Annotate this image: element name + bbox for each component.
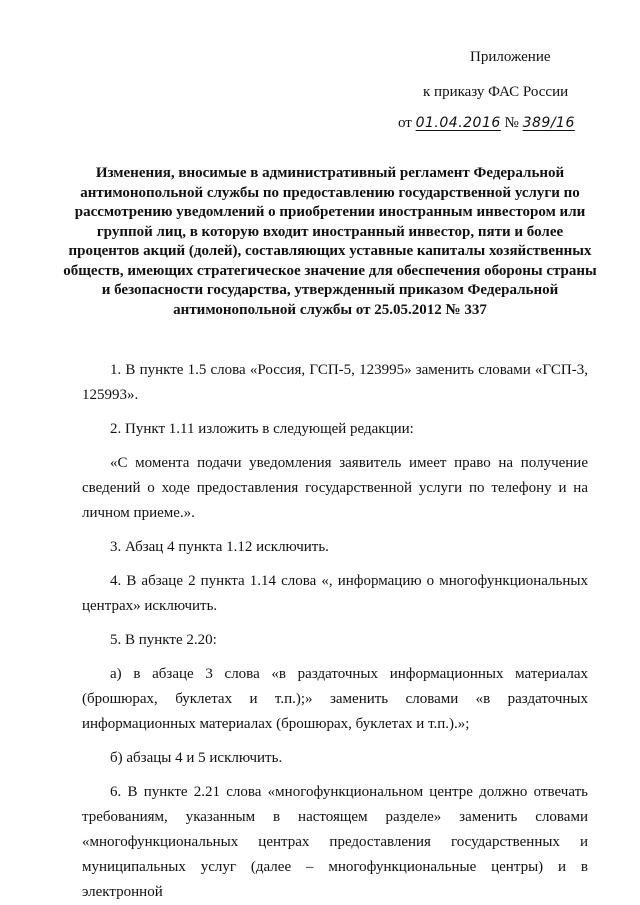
paragraph-9: 6. В пункте 2.21 слова «многофункциональном центре должно отвечать требованиям, указанным в настоящем разделе» заменить словами «многофункциональных центрах предоставления государственных и муниципальных услуг (далее – многофункциональные центры) и в электронной [82,784,588,900]
paragraph-2: 2. Пункт 1.11 изложить в следующей редакции: [110,421,414,437]
document-body [82,358,588,905]
paragraph-5: 4. В абзаце 2 пункта 1.14 слова «, информацию о многофункциональных центрах» исключить. [82,573,588,614]
paragraph-7: а) в абзаце 3 слова «в раздаточных информационных материалах (брошюрах, буклетах и т.п.);» заменить словами «в раздаточных информационных материалах (брошюрах, буклетах и т.п.).»; [82,666,588,732]
handwritten-date: 01.04.2016 [415,115,501,131]
appendix-label: Приложение [470,49,551,65]
paragraph-6: 5. В пункте 2.20: [110,632,217,648]
number-sign: № [504,115,519,131]
paragraph-3: «С момента подачи уведомления заявитель имеет право на получение сведений о ходе предоставления государственной услуги по телефону и на личном приеме.». [82,455,588,521]
order-reference: к приказу ФАС России [423,84,569,100]
date-prefix: от [398,115,412,131]
order-date-number [398,115,575,132]
paragraph-1: 1. В пункте 1.5 слова «Россия, ГСП-5, 123995» заменить словами «ГСП-3, 125993». [82,362,588,403]
document-title: Изменения, вносимые в административный регламент Федеральной антимонопольной службы по предоставлению государственной услуги по рассмотрению уведомлений о приобретении иностранным инвестором или группой лиц, в которую входит иностранный инвестор, пяти и более процентов акций (долей), составляющих уставные капиталы хозяйственных обществ, имеющих стратегическое значение для обеспечения обороны страны и безопасности государства, утвержденный приказом Федеральной антимонопольной службы от 25.05.2012 № 337 [63,165,597,318]
paragraph-8: б) абзацы 4 и 5 исключить. [110,750,283,766]
paragraph-4: 3. Абзац 4 пункта 1.12 исключить. [110,539,329,555]
handwritten-number: 389/16 [522,115,575,131]
